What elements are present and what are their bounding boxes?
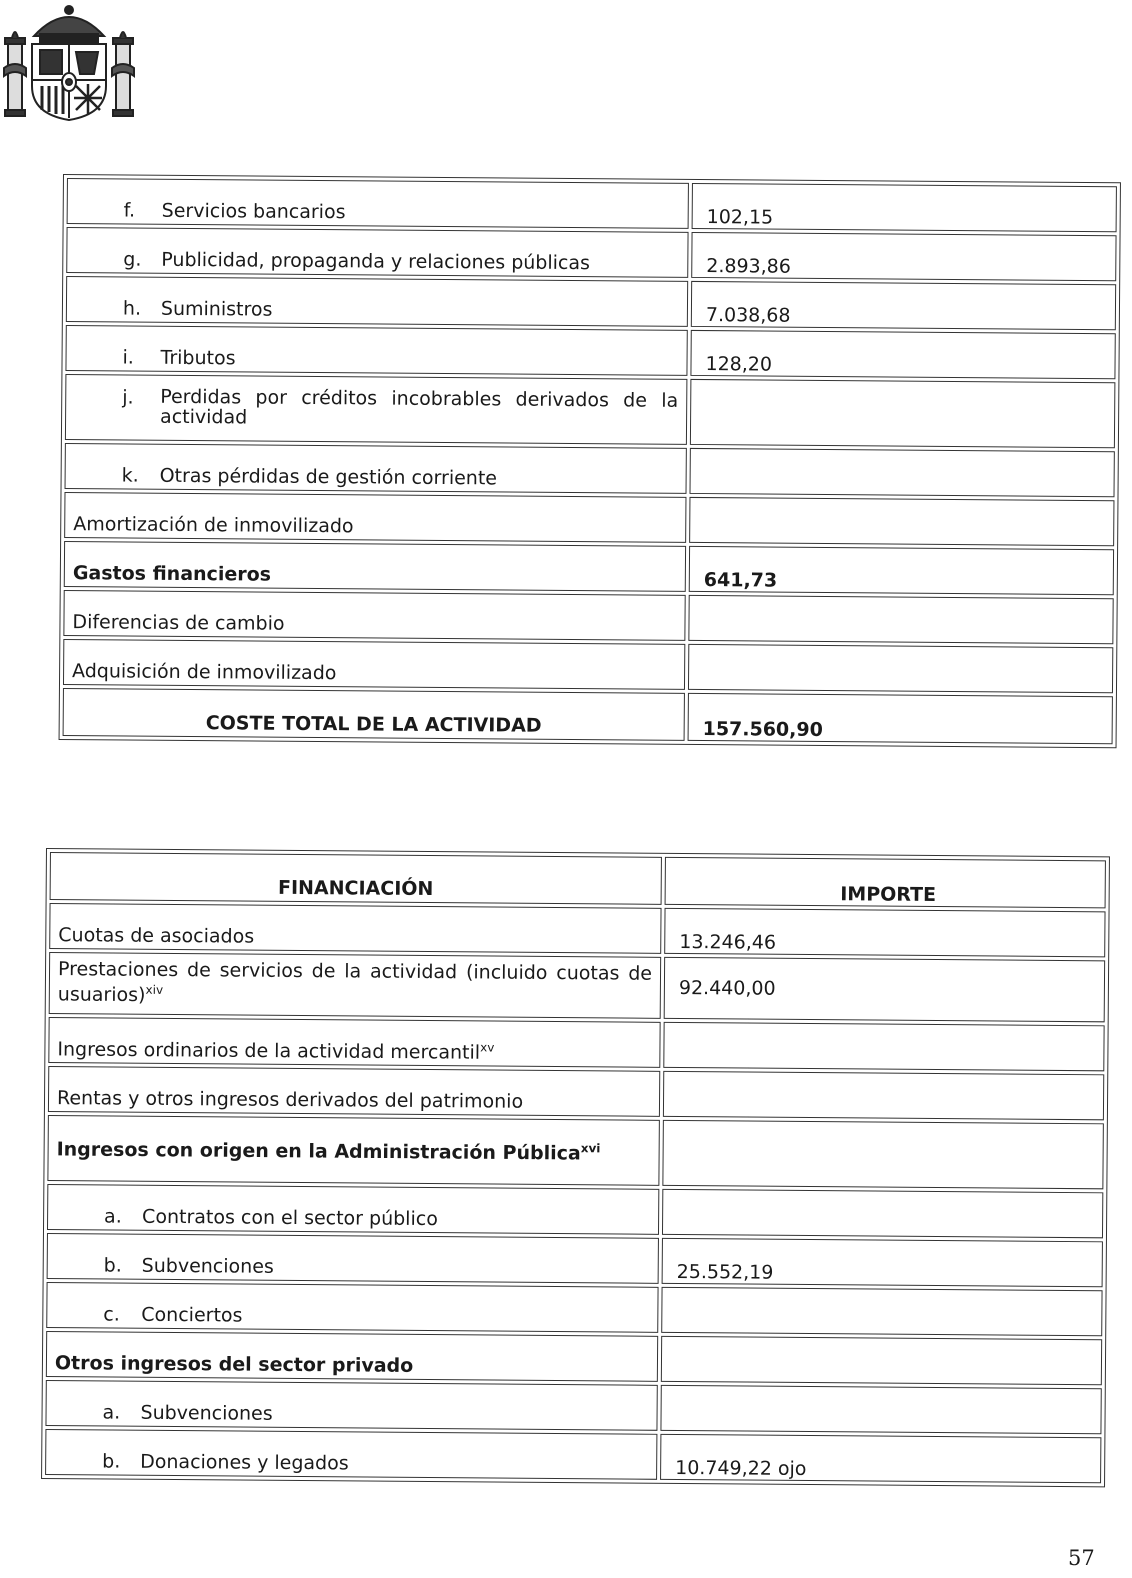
row-value bbox=[663, 1071, 1104, 1120]
row-value bbox=[662, 1120, 1104, 1189]
row-label: Ingresos ordinarios de la actividad mercantil$^{xv}$ bbox=[48, 1017, 660, 1068]
row-label: Ingresos con origen en la Administración Pública$^{xvi}$ bbox=[47, 1115, 659, 1186]
table-row bbox=[63, 688, 1113, 744]
row-value bbox=[688, 595, 1113, 644]
row-label: a. Subvenciones bbox=[45, 1380, 657, 1431]
row-value bbox=[662, 1189, 1103, 1238]
table-row bbox=[64, 492, 1114, 546]
table-row bbox=[67, 178, 1117, 232]
table-row bbox=[47, 1184, 1103, 1238]
row-value: 10.749,22 ojo bbox=[660, 1434, 1101, 1483]
row-label: b. Donaciones y legados bbox=[45, 1429, 657, 1480]
row-value bbox=[663, 1022, 1104, 1071]
total-value: 157.560,90 bbox=[688, 693, 1113, 744]
row-label: Cuotas de asociados bbox=[49, 903, 661, 954]
row-value bbox=[689, 497, 1114, 546]
row-label: g. Publicidad, propaganda y relaciones públicas bbox=[66, 227, 688, 278]
table-row bbox=[45, 1429, 1101, 1483]
row-label: Adquisición de inmovilizado bbox=[63, 639, 685, 690]
row-value: 25.552,19 bbox=[662, 1238, 1103, 1287]
financing-table bbox=[41, 848, 1110, 1487]
table-row bbox=[47, 1233, 1103, 1287]
table-row bbox=[64, 541, 1114, 595]
page-number: 57 bbox=[1068, 1546, 1095, 1570]
coat-of-arms-emblem bbox=[2, 2, 136, 122]
cost-table bbox=[59, 174, 1121, 748]
row-label: Otros ingresos del sector privado bbox=[46, 1331, 658, 1382]
row-value: 92.440,00 bbox=[664, 957, 1105, 1022]
column-header-financiacion: FINANCIACIÓN bbox=[50, 852, 662, 905]
row-value: 128,20 bbox=[690, 330, 1115, 379]
row-label-wrap: j. Perdidas por créditos incobrables derivados de la actividad bbox=[122, 385, 679, 429]
row-label bbox=[65, 374, 687, 445]
table-row bbox=[66, 227, 1116, 281]
table-row bbox=[63, 639, 1113, 693]
row-label: b. Subvenciones bbox=[47, 1233, 659, 1284]
row-value: 13.246,46 bbox=[664, 908, 1105, 957]
row-value bbox=[690, 379, 1116, 448]
row-label: Diferencias de cambio bbox=[63, 590, 685, 641]
table-row bbox=[49, 903, 1105, 957]
row-label: a. Contratos con el sector público bbox=[47, 1184, 659, 1235]
row-label: f. Servicios bancarios bbox=[67, 178, 689, 229]
row-value bbox=[661, 1336, 1102, 1385]
row-label: c. Conciertos bbox=[46, 1282, 658, 1333]
column-header-importe: IMPORTE bbox=[665, 857, 1106, 908]
row-value bbox=[660, 1385, 1101, 1434]
row-label: Amortización de inmovilizado bbox=[64, 492, 686, 543]
table-row bbox=[45, 1380, 1101, 1434]
row-value bbox=[688, 644, 1113, 693]
row-value: 102,15 bbox=[692, 183, 1117, 232]
row-value: 2.893,86 bbox=[691, 232, 1116, 281]
row-value bbox=[661, 1287, 1102, 1336]
table-row bbox=[65, 443, 1115, 497]
row-label: Gastos financieros bbox=[64, 541, 686, 592]
table-row bbox=[65, 325, 1115, 379]
row-label: h. Suministros bbox=[66, 276, 688, 327]
row-label: k. Otras pérdidas de gestión corriente bbox=[65, 443, 687, 494]
table-header-row bbox=[50, 852, 1106, 908]
row-value: 641,73 bbox=[689, 546, 1114, 595]
row-value bbox=[690, 448, 1115, 497]
row-value: 7.038,68 bbox=[691, 281, 1116, 330]
table-row bbox=[63, 590, 1113, 644]
table-row bbox=[49, 952, 1105, 1022]
table-row bbox=[47, 1115, 1103, 1189]
table-row bbox=[65, 374, 1115, 448]
table-row bbox=[48, 1017, 1104, 1071]
table-row bbox=[48, 1066, 1104, 1120]
row-label: Rentas y otros ingresos derivados del patrimonio bbox=[48, 1066, 660, 1117]
row-label: i. Tributos bbox=[65, 325, 687, 376]
total-label: COSTE TOTAL DE LA ACTIVIDAD bbox=[63, 688, 685, 741]
table-row bbox=[46, 1331, 1102, 1385]
row-label: Prestaciones de servicios de la actividad (incluido cuotas de usuarios)$^{xiv}$ bbox=[49, 952, 661, 1019]
table-row bbox=[46, 1282, 1102, 1336]
table-row bbox=[66, 276, 1116, 330]
